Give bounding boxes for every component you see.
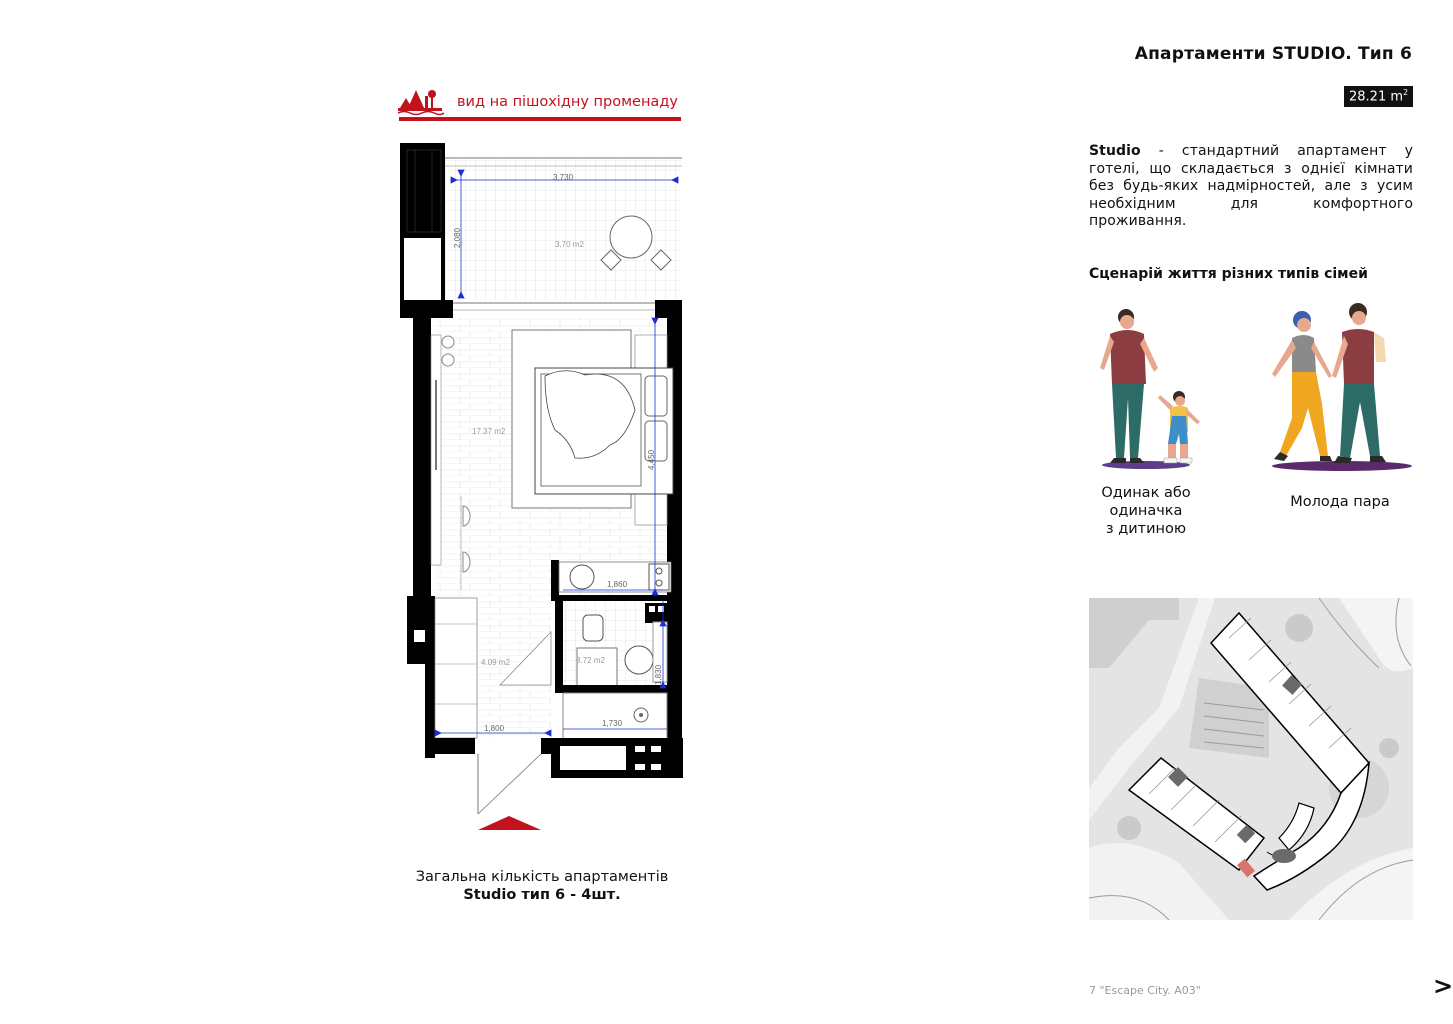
total-count-line2: Studio тип 6 - 4шт. <box>463 887 621 903</box>
plan-dimensions <box>395 140 695 840</box>
dim-balcony-depth: 2,080 <box>453 227 462 248</box>
total-count-line1: Загальна кількість апартаментів <box>415 869 669 885</box>
area-balcony: 3.70 m2 <box>555 240 584 249</box>
dim-balcony-width: 3,730 <box>553 173 574 182</box>
promenade-view-icon <box>398 86 444 116</box>
area-bath: 3.72 m2 <box>576 656 605 665</box>
page-title: Апартаменти STUDIO. Тип 6 <box>1134 44 1412 64</box>
view-underline <box>399 117 681 121</box>
scenarios-heading: Сценарій життя різних типів сімей <box>1089 266 1368 282</box>
site-map <box>1089 598 1413 920</box>
parent-with-child-icon <box>1088 298 1208 473</box>
area-room: 17.37 m2 <box>472 427 506 436</box>
area-badge: 28.21 $m^2$ <box>1344 86 1413 107</box>
description-lead: Studio <box>1089 143 1141 159</box>
dim-kitchen-width: 1,860 <box>607 580 628 589</box>
total-count <box>380 868 704 904</box>
scenario-label-single-parent: Одинак або одиначка з дитиною <box>1101 485 1191 537</box>
dim-bath-width: 1,730 <box>602 719 623 728</box>
next-arrow-icon[interactable]: > <box>1433 972 1453 1000</box>
dim-bath-depth: 1,830 <box>654 664 663 685</box>
dim-hall-width: 1,800 <box>484 724 505 733</box>
view-label: вид на пішохідну променаду <box>457 94 678 110</box>
dim-room-depth: 4,450 <box>647 449 656 470</box>
description-text: Studio - стандартний апартамент у готелі, що складається з однієї кімнати без будь-яких надмірностей, але з усим необхідним для комфортного проживання. <box>1089 143 1413 229</box>
young-couple-icon <box>1262 298 1414 473</box>
scenario-label-young-couple: Молода пара <box>1290 494 1390 510</box>
page-reference: 7 "Escape City. A03" <box>1089 984 1201 997</box>
area-hall: 4.09 m2 <box>481 658 510 667</box>
